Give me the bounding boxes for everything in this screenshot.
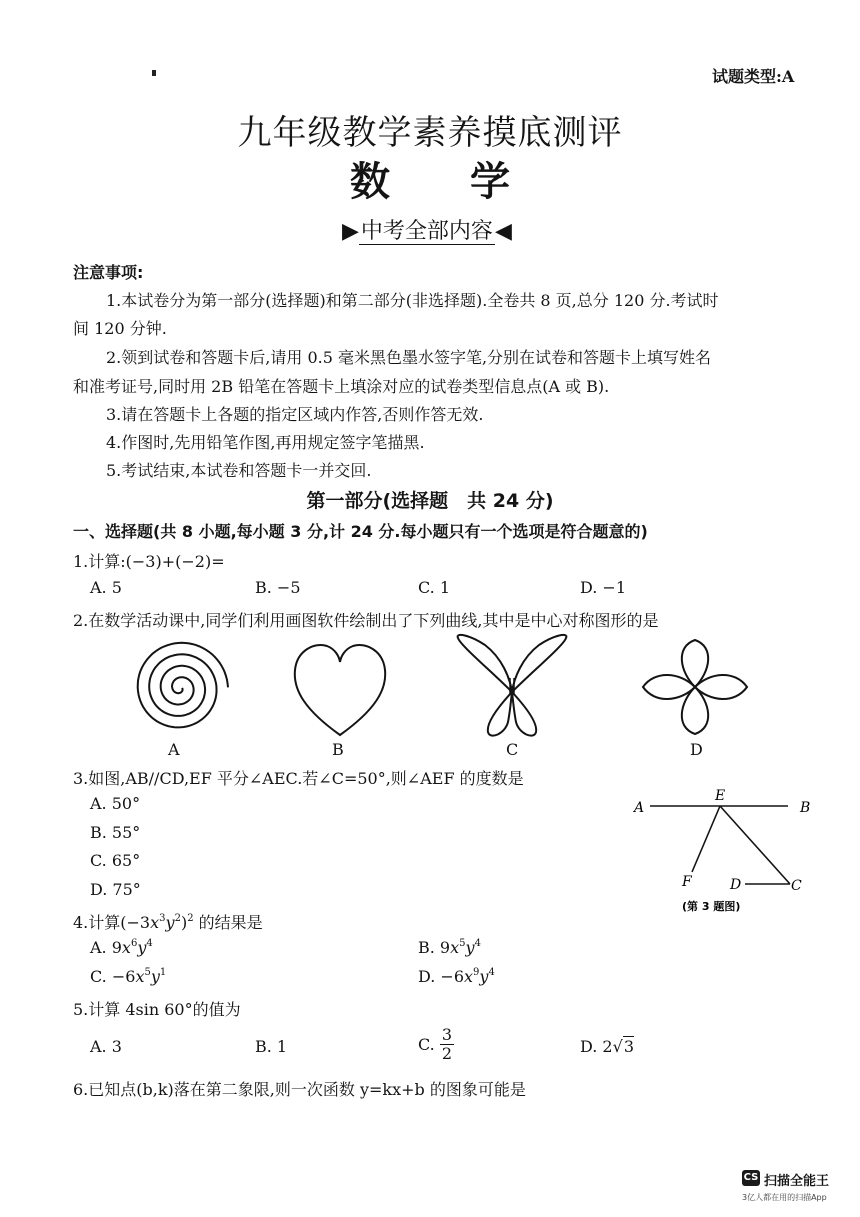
exp: 4 [474, 938, 481, 949]
q5-stem: 5.计算 4sin 60°的值为 [73, 1000, 241, 1019]
q2-label-a: A [168, 740, 180, 759]
q4-option-a [90, 938, 153, 957]
coef: B. 9 [418, 938, 451, 957]
q1-option-c: C. 1 [418, 578, 451, 597]
fig-label-a: A [634, 800, 645, 816]
paper-type-label: 试题类型:A [712, 67, 795, 86]
q2-label-c: C [506, 740, 519, 759]
camscanner-logo-icon: CS [742, 1170, 760, 1186]
q3-option-a: A. 50° [90, 794, 141, 813]
scope-banner [342, 214, 512, 245]
notice-item-1-line-1: 1.本试卷分为第一部分(选择题)和第二部分(非选择题).全卷共 8 页,总分 120 分.考试时 [106, 291, 719, 310]
exp: 1 [159, 967, 167, 978]
part1-title: 第一部分(选择题 共 24 分) [306, 490, 554, 512]
q4-exp: 3 [159, 913, 166, 924]
q4-exp: 2 [187, 913, 194, 924]
fig-label-b: B [800, 800, 811, 816]
coef: D. −6 [418, 967, 465, 986]
option-label: D. 2 [580, 1037, 613, 1056]
triangle-right-icon: ▶ [342, 219, 359, 244]
q3-option-d: D. 75° [90, 880, 141, 899]
butterfly-figure [450, 630, 575, 745]
scope-text: 中考全部内容 [360, 219, 493, 244]
notice-item-5: 5.考试结束,本试卷和答题卡一并交回. [106, 461, 372, 480]
fraction [440, 1026, 454, 1063]
sqrt-sign: √ [612, 1037, 623, 1056]
q4-stem-prefix: 4.计算(−3 [73, 913, 151, 932]
radicand: 3 [623, 1037, 634, 1056]
var-x: x [450, 938, 460, 957]
q4-stem [73, 910, 263, 933]
exam-title: 九年级教学素养摸底测评 [237, 113, 623, 153]
fig-caption: (第 3 题图) [682, 900, 741, 913]
q3-option-b: B. 55° [90, 823, 141, 842]
q3-stem: 3.如图,AB//CD,EF 平分∠AEC.若∠C=50°,则∠AEF 的度数是 [73, 769, 524, 788]
exp: 6 [130, 938, 138, 949]
notice-item-4: 4.作图时,先用铅笔作图,再用规定签字笔描黑. [106, 433, 425, 452]
spiral-figure [120, 630, 240, 740]
var-x: x [464, 967, 474, 986]
var-x: x [121, 938, 131, 957]
q4-option-b [418, 938, 481, 957]
notice-item-2-line-2: 和准考证号,同时用 2B 铅笔在答题卡上填涂对应的试卷类型信息点(A 或 B). [73, 377, 610, 396]
section-instructions: 一、选择题(共 8 小题,每小题 3 分,计 24 分.每小题只有一个选项是符合题意的) [73, 522, 648, 541]
var-y: y [479, 967, 489, 986]
fig-label-e: E [715, 788, 726, 804]
q4-var-x: x [150, 913, 160, 932]
q5-option-c [418, 1026, 454, 1063]
q1-stem: 1.计算:(−3)+(−2)= [73, 552, 225, 571]
q4-stem-tail: 的结果是 [193, 913, 263, 932]
fig-label-f: F [682, 874, 692, 890]
exp: 5 [144, 967, 151, 978]
q1-option-a: A. 5 [90, 578, 122, 597]
var-x: x [135, 967, 145, 986]
exp: 9 [473, 967, 480, 978]
q3-option-c: C. 65° [90, 851, 141, 870]
q4-stem-close: ) [180, 913, 188, 932]
fig-label-d: D [730, 877, 742, 893]
q5-option-a: A. 3 [90, 1037, 122, 1056]
four-petal-figure [635, 632, 755, 742]
subject-title: 数 学 [350, 159, 510, 205]
watermark-brand: 扫描全能王 [764, 1174, 830, 1189]
denominator: 2 [441, 1044, 453, 1063]
watermark-slogan: 3亿人都在用的扫描App [742, 1193, 827, 1202]
q2-stem: 2.在数学活动课中,同学们利用画图软件绘制出了下列曲线,其中是中心对称图形的是 [73, 611, 659, 630]
q2-label-b: B [332, 740, 344, 759]
q3-geometry-figure [620, 786, 820, 926]
q4-var-y: y [165, 913, 175, 932]
var-y: y [150, 967, 160, 986]
var-y: y [465, 938, 475, 957]
coef: A. 9 [90, 938, 122, 957]
q2-label-d: D [690, 740, 703, 759]
var-y: y [137, 938, 147, 957]
q1-option-b: B. −5 [255, 578, 301, 597]
q6-stem: 6.已知点(b,k)落在第二象限,则一次函数 y=kx+b 的图象可能是 [73, 1080, 526, 1099]
notice-heading: 注意事项: [73, 263, 144, 282]
q4-exp: 2 [174, 913, 181, 924]
notice-item-3: 3.请在答题卡上各题的指定区域内作答,否则作答无效. [106, 405, 484, 424]
q4-option-d [418, 967, 495, 986]
notice-item-1-line-2: 间 120 分钟. [73, 319, 167, 338]
q5-option-d [580, 1037, 634, 1056]
exp: 5 [459, 938, 466, 949]
coef: C. −6 [90, 967, 136, 986]
triangle-left-icon: ◀ [494, 219, 512, 244]
exp: 4 [488, 967, 495, 978]
heart-figure [285, 640, 395, 740]
q1-option-d: D. −1 [580, 578, 627, 597]
numerator: 3 [441, 1025, 453, 1044]
fig-label-c: C [791, 878, 802, 894]
exp: 4 [146, 938, 153, 949]
notice-item-2-line-1: 2.领到试卷和答题卡后,请用 0.5 毫米黑色墨水签字笔,分别在试卷和答题卡上填写姓名 [106, 348, 712, 367]
q4-option-c [90, 967, 166, 986]
option-label: C. [418, 1035, 435, 1054]
q5-option-b: B. 1 [255, 1037, 288, 1056]
scan-speck [152, 70, 156, 76]
